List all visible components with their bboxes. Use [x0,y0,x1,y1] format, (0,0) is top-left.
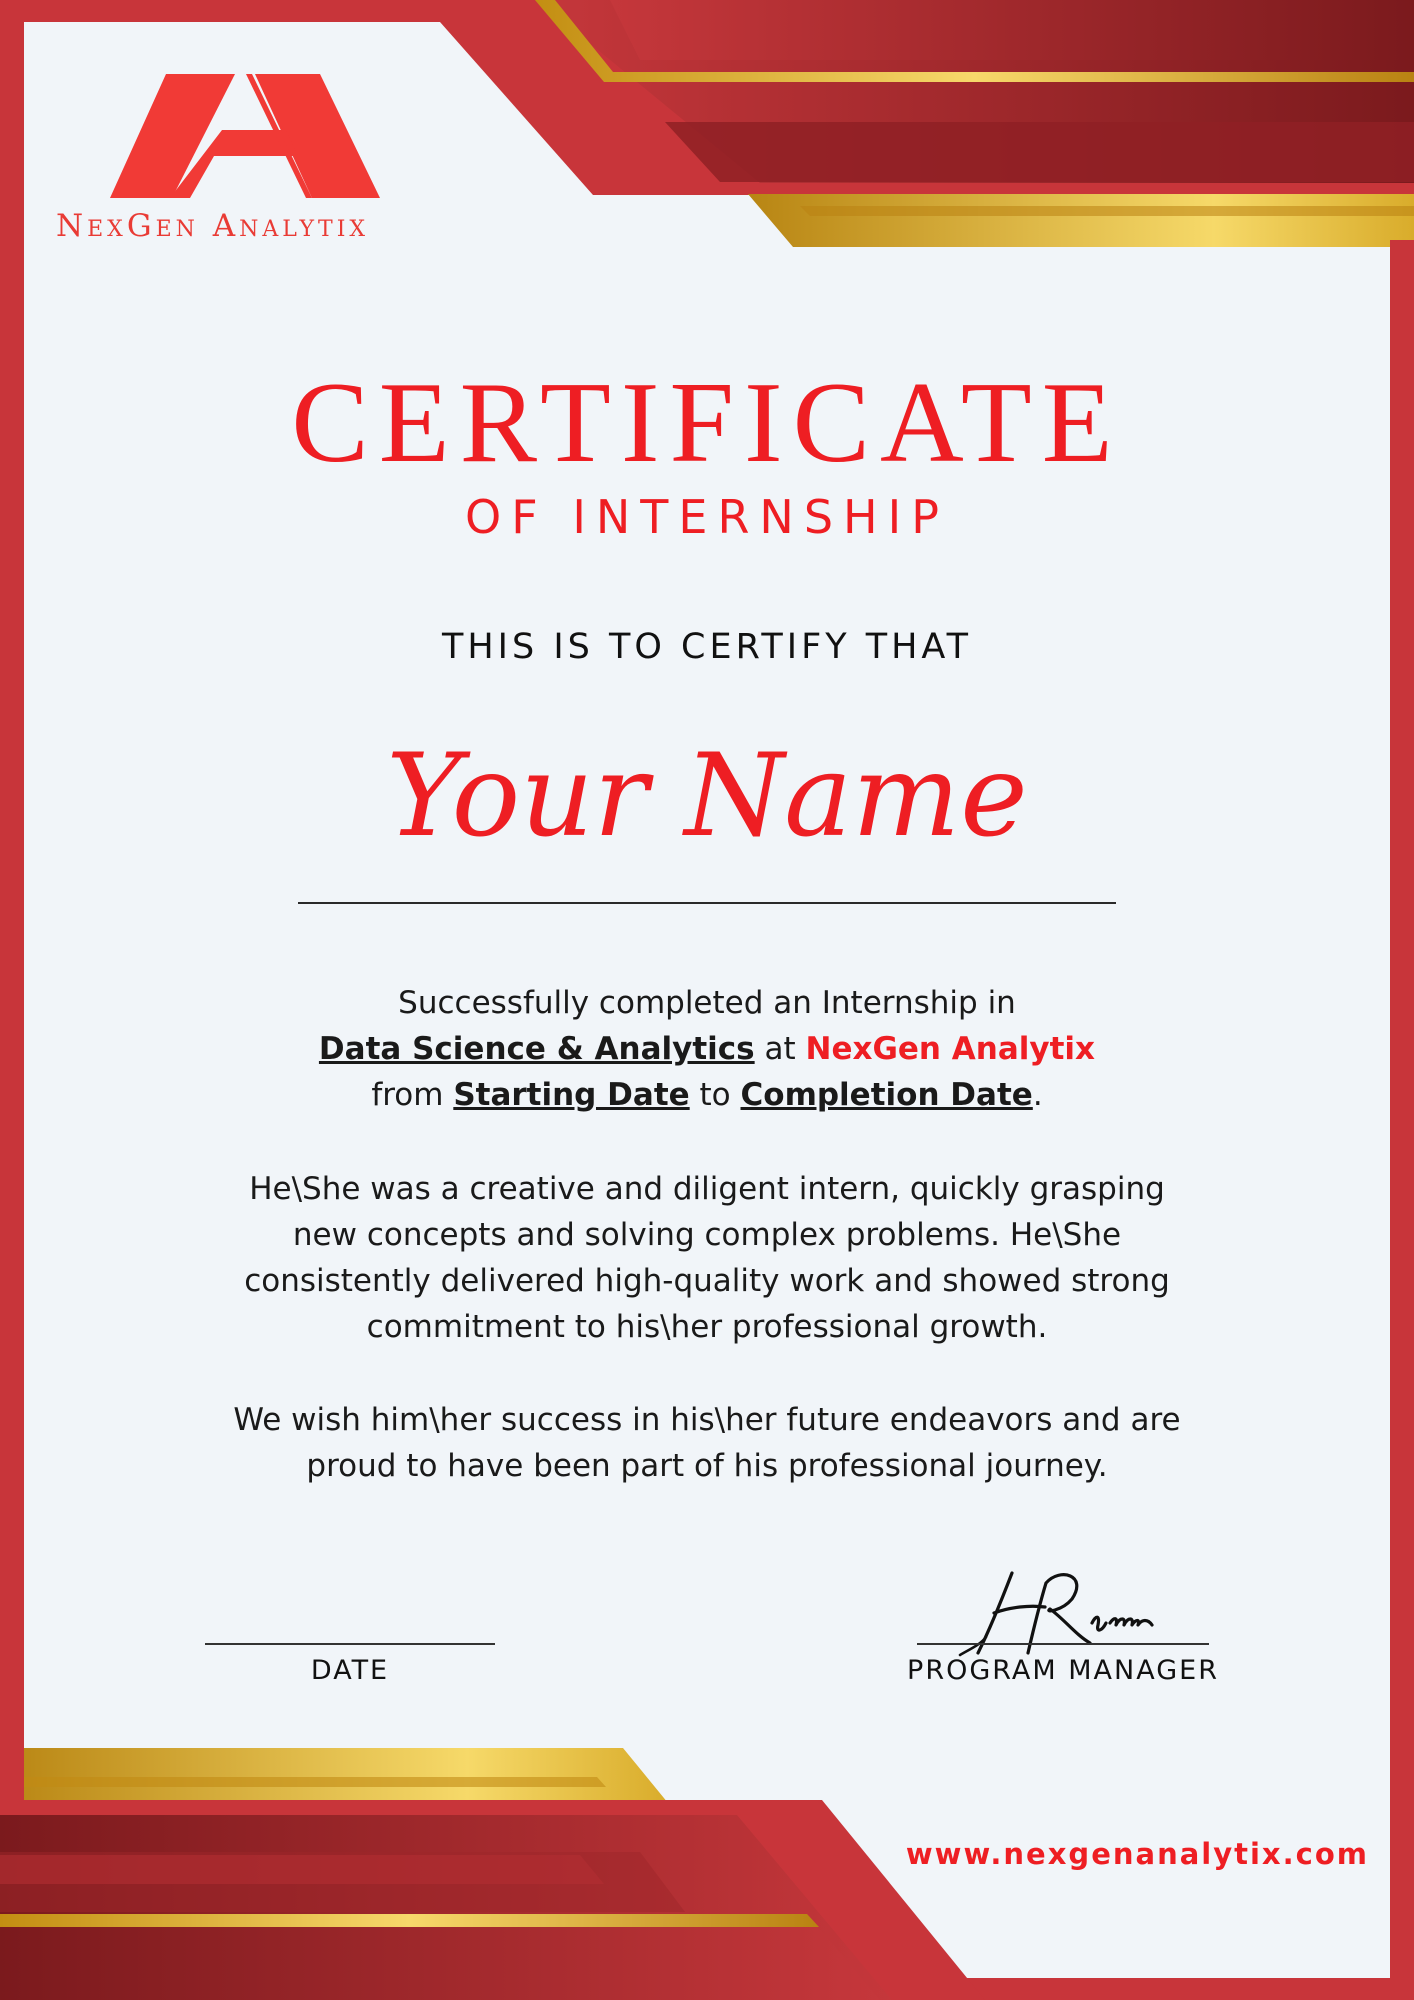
manager-signature-line [917,1643,1209,1645]
performance-line: He\She was a creative and diligent intern, quickly grasping [249,1171,1165,1207]
date-signature-line [205,1643,495,1645]
program-name: Data Science & Analytics [318,1031,755,1067]
summary-line-3 [170,1072,1244,1118]
date-label: DATE [310,1655,390,1686]
closing-paragraph [170,1397,1244,1489]
company-name: NexGen Analytix [805,1031,1096,1067]
performance-line: commitment to his\her professional growth. [366,1309,1048,1345]
logo-wordmark: NexGen Analytix [56,208,370,244]
website-link[interactable]: www.nexgenanalytix.com [905,1837,1369,1871]
recipient-name: Your Name [386,729,1028,862]
to-text: to [689,1077,741,1113]
program-manager-label: PROGRAM MANAGER [907,1655,1219,1686]
recipient-underline [298,902,1116,904]
manager-signature-icon [950,1565,1170,1661]
certificate-title: CERTIFICATE [291,359,1123,487]
closing-line: proud to have been part of his professional journey. [306,1448,1108,1484]
starting-date: Starting Date [453,1077,690,1113]
at-text: at [754,1031,806,1067]
period-text: . [1032,1077,1043,1113]
performance-paragraph [170,1166,1244,1350]
performance-line: consistently delivered high-quality work and showed strong [244,1263,1170,1299]
nexgen-analytix-logo-icon [110,74,380,198]
company-logo [56,74,436,254]
completion-date: Completion Date [740,1077,1033,1113]
closing-line: We wish him\her success in his\her future endeavors and are [233,1402,1181,1438]
summary-line-1: Successfully completed an Internship in [398,985,1016,1021]
certificate-subtitle: OF INTERNSHIP [465,490,949,544]
certify-line: THIS IS TO CERTIFY THAT [441,627,973,667]
summary-line-2 [170,1026,1244,1072]
from-text: from [371,1077,454,1113]
internship-summary [170,980,1244,1118]
performance-line: new concepts and solving complex problems. He\She [292,1217,1122,1253]
